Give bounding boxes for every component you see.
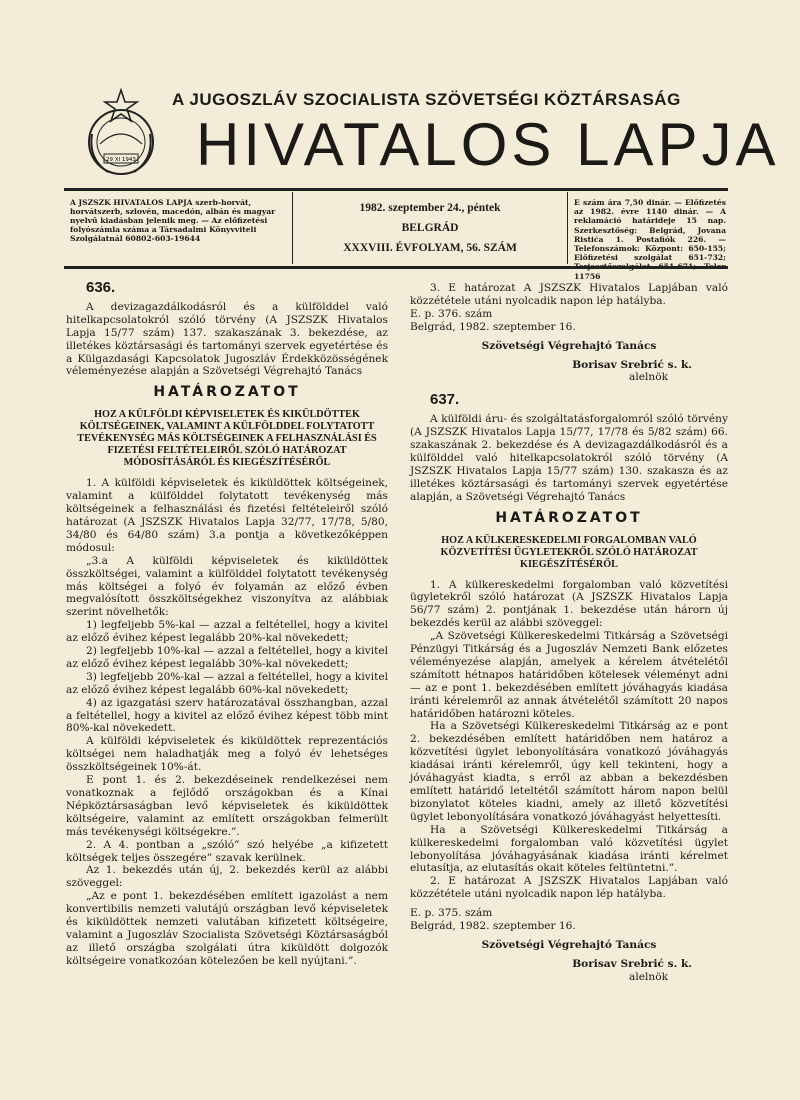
paragraph: Ha a Szövetségi Külkereskedelmi Titkárság a külkereskedelmi forgalomban való közvetítési ügylet lebonyolítása jóváhagyásának kiadása iránti kérelmet elutasítja, az elutasítás okait köteles feltüntetni.”.	[410, 823, 728, 875]
decree-intro: A devizagazdálkodásról és a külfölddel való hitelkapcsolatokról szóló törvény (A JSZSZK Hivatalos Lapja 15/77 szám) 137. szakaszának 3. bekezdése, az illetékes köztársasági és tartományi szervek egyetértése és a Külgazdasági Kapcsolatok Jugoszláv Érdekközösségének véleményezése alapján a Szövetségi Végrehajtó Tanács	[66, 300, 388, 378]
masthead	[64, 192, 728, 281]
paragraph: 2) legfeljebb 10%-kal — azzal a feltétellel, hogy a kivitel az előző évihez képest legalább 30%-kal növekedett;	[66, 645, 388, 670]
decree-heading: HATÁROZATOT	[495, 509, 643, 526]
paragraph: 3) legfeljebb 20%-kal — azzal a feltétellel, hogy a kivitel az előző évihez képest legalább 60%-kal növekedett;	[66, 670, 388, 696]
issue-city: BELGRÁD	[401, 222, 459, 234]
paragraph: Ha a Szövetségi Külkereskedelmi Titkárság az e pont 2. bekezdésében említett határidőben nem határoz a közvetítési ügylet lebonyolítására vonatkozó jóváhagyás kiadásai iránti kérelemről, úgy kell tekinteni, hogy a jóváhagyást kiadta, s erről az abban a bekezdésben említett határidő leteltétől számított három napon belül bizonylatot köteles kiadni, amely az illető közvetítési ügylet lebonyolítására vonatkozó jóváhagyást helyettesíti.	[410, 720, 728, 823]
council-name: Szövetségi Végrehajtó Tanács	[481, 938, 657, 951]
emblem-date: 29 XI 1943	[106, 157, 136, 163]
republic-name: A JUGOSZLÁV SZOCIALISTA SZÖVETSÉGI KÖZTÁRSASÁG	[172, 90, 681, 109]
paragraph: „3.a A külföldi képviseletek és kiküldöttek összköltségei, valamint a külfölddel folytatott tevékenység más költségei a folyó év folyamán az előző évben megvalósított összköltségekhez viszonyítva az alábbiak szerint növelhetők:	[66, 554, 388, 619]
council-name: Szövetségi Végrehajtó Tanács	[481, 339, 657, 352]
paragraph: 2. A 4. pontban a „szóló” szó helyébe „a kifizetett költségek teljes összegére” szavak kerülnek.	[66, 838, 388, 864]
decree-intro: A külföldi áru- és szolgáltatásforgalomról szóló törvény (A JSZSZK Hivatalos Lapja 15/77, 17/78 és 5/82 szám) 66. szakaszának 2. bekezdése és A devizagazdálkodásról és a külfölddel való hitelkapcsolatokról szóló törvény (A JSZSZK Hivatalos Lapja 15/77 szám) 130. szakasza és az illetékes köztársasági és tartományi szervek egyetértése alapján, a Szövetségi Végrehajtó Tanács	[410, 413, 728, 503]
paragraph: „A Szövetségi Külkereskedelmi Titkárság a Szövetségi Pénzügyi Titkárság és a Jugoszláv Nemzeti Bank előzetes véleményezése alapján, amelyek a kérelem átvételétől számított hétnapos határidőben kötelesek véleményt adni — az e pont 1. bekezdésében említett jóváhagyás kiadása iránti kérelemről az annak átvételétől számított 20 napos határidőben határozni köteles.	[410, 630, 728, 720]
publication-info: A JSZSZK HIVATALOS LAPJA szerb-horvát, horvátszerb, szlovén, macedón, albán és magyar nyelvű kiadásban jelenik meg. — Az előfizetési folyószámla száma a Társadalmi Könyvviteli Szolgálatnál 60802-603-19644	[70, 198, 276, 243]
paragraph: 1) legfeljebb 5%-kal — azzal a feltétellel, hogy a kivitel az előző évihez képest legalább 20%-kal növekedett;	[66, 619, 388, 645]
signer-name: Borisav Srebrić s. k.	[572, 957, 692, 970]
state-emblem-icon	[78, 84, 164, 180]
paragraph: 2. E határozat A JSZSZK Hivatalos Lapjában való közzététele utáni nyolcadik napon lép hatályba.	[410, 875, 728, 901]
place-date: Belgrád, 1982. szeptember 16.	[410, 320, 576, 333]
paragraph: A külföldi képviseletek és kiküldöttek reprezentációs költségei nem haladhatják meg a folyó év lehetséges összköltségeinek 10%-át.	[66, 735, 388, 774]
masthead-bottom-rule	[64, 266, 728, 269]
reference-number: E. p. 375. szám	[410, 907, 493, 920]
paragraph: 4) az igazgatási szerv határozatával összhangban, azzal a feltétellel, hogy a kivitel az előző évihez képest több mint 80%-kal növekedett.	[66, 696, 388, 735]
paragraph: 1. A külföldi képviseletek és kiküldöttek költségeinek, valamint a külfölddel folytatott tevékenység más költségeinek a felhasználási és fizetési feltételeiről szóló határozat (A JSZSZK Hivatalos Lapja 32/77, 17/78, 5/80, 34/80 és 64/80 szám) 3.a pontja a következőképpen módosul:	[66, 477, 388, 554]
decree-number: 636.	[86, 279, 116, 296]
decree-subheading: HOZ A KÜLFÖLDI KÉPVISELETEK ÉS KIKÜLDÖTTEK KÖLTSÉGEINEK, VALAMINT A KÜLFÖLDDEL FOLYTATOTT TEVÉKENYSÉG MÁS KÖLTSÉGEINEK A FELHASZNÁLÁSI ÉS FIZETÉSI FELTÉTELEIRŐL SZÓLÓ HATÁROZAT MÓDOSÍTÁSÁRÓL ÉS KIEGÉSZÍTÉSÉRŐL	[77, 409, 377, 469]
paragraph: „Az e pont 1. bekezdésében említett igazolást a nem konvertibilis nemzeti valutájú országban levő képviseletek és kiküldöttek nemzeti valutában kifizetett költségeire, valamint a Jugoszláv Szocialista Szövetségi Köztársaságból az illető országba szolgálati útra kiküldött dolgozók költségeire vonatkozóan kötelezően be kell nyújtani.”.	[66, 890, 388, 967]
issue-volume: XXXVIII. ÉVFOLYAM, 56. SZÁM	[343, 242, 517, 254]
paragraph: Az 1. bekezdés után új, 2. bekezdés kerül az alábbi szöveggel:	[66, 864, 388, 890]
pricing-info: E szám ára 7,50 dinár. — Előfizetés az 1982. évre 1140 dinár. — A reklamáció határideje 15 nap. Szerkesztőség: Belgrád, Jovana Ristića 1. Postafiók 226. — Telefonszámok: Központ: 650-155; Előfizetési szolgálat 651-732; Terjesztőszolgálat 651-671; Telex 11756	[574, 198, 726, 281]
gazette-title: HIVATALOS LAPJA	[196, 111, 780, 178]
signer-name: Borisav Srebrić s. k.	[572, 358, 692, 371]
paragraph: E pont 1. és 2. bekezdéseinek rendelkezései nem vonatkoznak a fejlődő országokban és a Kínai Népköztársaságban levő képviseletek és kiküldöttek költségeire, valamint az említett országokban felmerült más tevékenységi költségekre.”.	[66, 774, 388, 838]
signer-role: alelnök	[629, 371, 668, 384]
signer-role: alelnök	[629, 970, 668, 983]
masthead-top-rule	[64, 188, 728, 191]
paragraph: 1. A külkereskedelmi forgalomban való közvetítési ügyletekről szóló határozat (A JSZSZK Hivatalos Lapja 56/77 szám) 2. pontjának 1. bekezdése után hárorn új bekezdés kerül az alábbi szöveggel:	[410, 578, 728, 630]
reference-number: E. p. 376. szám	[410, 307, 493, 320]
right-column	[410, 282, 728, 984]
decree-number: 637.	[430, 391, 460, 409]
left-column	[66, 279, 388, 968]
issue-date: 1982. szeptember 24., péntek	[359, 202, 501, 214]
decree-heading: HATÁROZATOT	[153, 384, 301, 401]
paragraph: 3. E határozat A JSZSZK Hivatalos Lapjában való közzététele utáni nyolcadik napon lép hatályba.	[410, 282, 728, 307]
decree-subheading: HOZ A KÜLKERESKEDELMI FORGALOMBAN VALÓ KÖZVETÍTÉSI ÜGYLETEKRŐL SZÓLÓ HATÁROZAT KIEGÉSZÍTÉSÉRŐL	[440, 534, 698, 570]
issue-info	[292, 192, 568, 264]
place-date: Belgrád, 1982. szeptember 16.	[410, 920, 576, 933]
